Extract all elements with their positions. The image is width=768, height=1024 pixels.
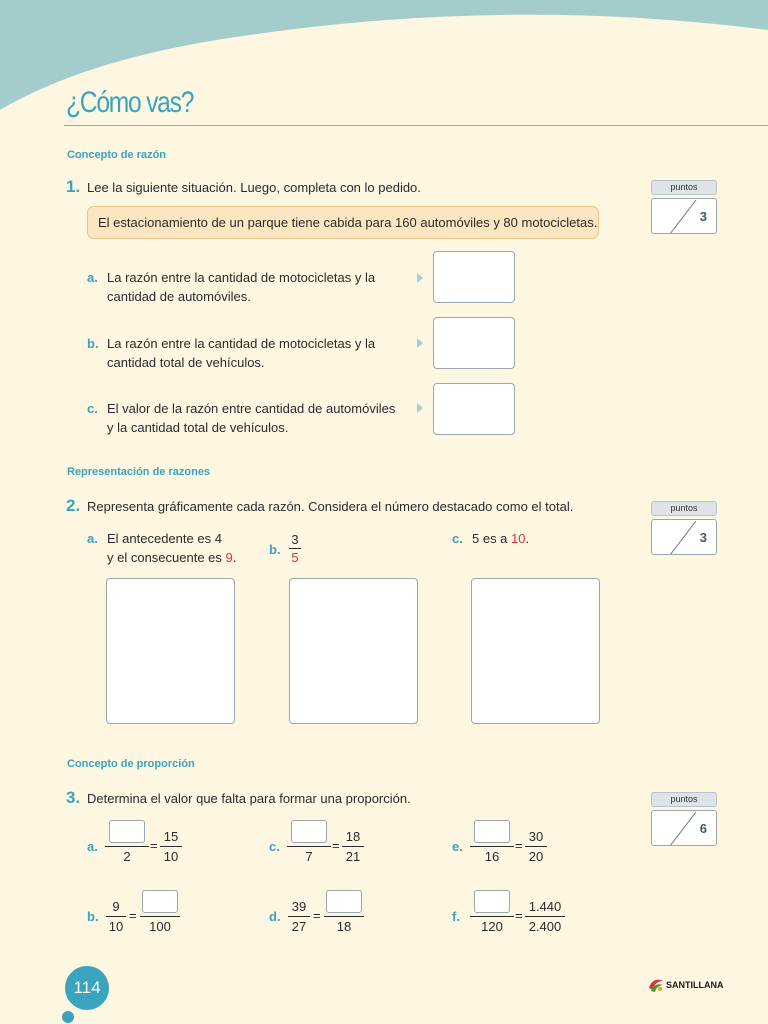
points-box-q3[interactable] [651, 810, 717, 846]
question-1-text: Lee la siguiente situación. Luego, completa con lo pedido. [87, 180, 421, 195]
fraction-bar [105, 846, 149, 847]
page-dot-decoration [62, 1011, 74, 1023]
item-3d-den1: 27 [291, 919, 307, 934]
item-2b-letter: b. [269, 542, 281, 557]
item-2c-text-pre: 5 es a [472, 531, 512, 546]
points-value-q1: 3 [699, 209, 707, 224]
item-3f-letter: f. [452, 909, 460, 924]
equals-sign: = [313, 908, 321, 923]
brand-logo [648, 978, 724, 992]
drawing-box-2a[interactable] [106, 578, 235, 724]
arrow-right-icon [417, 403, 423, 413]
question-2-text: Representa gráficamente cada razón. Considera el número destacado como el total. [87, 499, 574, 514]
fraction-bar [525, 916, 565, 917]
fraction-bar [106, 916, 126, 917]
fraction-bar [287, 846, 331, 847]
item-1b-line1: La razón entre la cantidad de motocicletas y la [107, 336, 376, 351]
item-3b-num1: 9 [112, 899, 120, 914]
equals-sign: = [129, 908, 137, 923]
item-2c-letter: c. [452, 531, 463, 546]
arrow-right-icon [417, 338, 423, 348]
item-1b-letter: b. [87, 336, 99, 351]
question-3-text: Determina el valor que falta para formar una proporción. [87, 791, 411, 806]
item-2a-period: . [232, 550, 237, 565]
fraction-bar [324, 916, 364, 917]
item-2c-text [472, 529, 529, 548]
fraction-bar [470, 846, 514, 847]
item-2c-period: . [525, 531, 530, 546]
item-1c-line2: y la cantidad total de vehículos. [107, 420, 289, 435]
equals-sign: = [150, 838, 158, 853]
points-box-q1[interactable] [651, 198, 717, 234]
item-1c-letter: c. [87, 401, 98, 416]
item-2c-highlight: 10 [511, 531, 526, 546]
item-3b-den1: 10 [108, 919, 124, 934]
item-3e-num2: 30 [528, 829, 544, 844]
item-3f-den2: 2.400 [528, 919, 562, 934]
missing-value-box-3e[interactable] [474, 820, 510, 843]
santillana-logo-icon [648, 978, 664, 992]
missing-value-box-3d[interactable] [326, 890, 362, 913]
item-2a-letter: a. [87, 531, 98, 546]
item-3a-den2: 10 [163, 849, 179, 864]
item-1b-text [107, 334, 375, 372]
question-1-number: 1. [66, 177, 81, 196]
item-3f-den1: 120 [481, 919, 503, 934]
arrow-right-icon [417, 273, 423, 283]
item-3c-num2: 18 [345, 829, 361, 844]
points-box-q2[interactable] [651, 519, 717, 555]
item-1c-text [107, 399, 395, 437]
item-2a-line2 [107, 548, 236, 567]
answer-box-1a[interactable] [433, 251, 515, 303]
item-3d-num1: 39 [291, 899, 307, 914]
points-slash [652, 199, 717, 234]
fraction-bar [470, 916, 514, 917]
item-2a-text [107, 529, 236, 567]
points-label-q3: puntos [651, 792, 717, 807]
page-title: ¿Cómo vas? [66, 86, 194, 119]
missing-value-box-3c[interactable] [291, 820, 327, 843]
item-3d-den2: 18 [336, 919, 352, 934]
equals-sign: = [515, 908, 523, 923]
points-slash [652, 520, 717, 555]
fraction-bar [140, 916, 180, 917]
item-3e-den1: 16 [484, 849, 500, 864]
item-3a-den1: 2 [123, 849, 131, 864]
item-3b-letter: b. [87, 909, 99, 924]
points-slash [652, 811, 717, 846]
item-3a-letter: a. [87, 839, 98, 854]
brand-name: SANTILLANA [666, 980, 724, 990]
item-3c-letter: c. [269, 839, 280, 854]
item-3e-den2: 20 [528, 849, 544, 864]
item-1a-line1: La razón entre la cantidad de motocicletas y la [107, 270, 376, 285]
item-1a-line2: cantidad de automóviles. [107, 289, 251, 304]
title-divider [64, 125, 768, 126]
item-3d-letter: d. [269, 909, 281, 924]
points-value-q3: 6 [699, 821, 707, 836]
fraction-bar [288, 916, 310, 917]
points-value-q2: 3 [699, 530, 707, 545]
section-heading-razon: Concepto de razón [67, 149, 167, 161]
fraction-bar [525, 846, 547, 847]
drawing-box-2b[interactable] [289, 578, 418, 724]
item-1a-letter: a. [87, 270, 98, 285]
missing-value-box-3a[interactable] [109, 820, 145, 843]
item-1a-text [107, 268, 375, 306]
item-2a-line1: El antecedente es 4 [107, 531, 222, 546]
section-heading-proporcion: Concepto de proporción [67, 758, 195, 770]
item-2b-denominator: 5 [291, 550, 299, 565]
item-1c-line1: El valor de la razón entre cantidad de automóviles [107, 401, 396, 416]
points-label-q1: puntos [651, 180, 717, 195]
item-3c-den2: 21 [345, 849, 361, 864]
missing-value-box-3b[interactable] [142, 890, 178, 913]
missing-value-box-3f[interactable] [474, 890, 510, 913]
item-3a-num2: 15 [163, 829, 179, 844]
item-2b-fraction [289, 532, 301, 565]
fraction-bar [289, 548, 301, 549]
question-3-number: 3. [66, 788, 81, 807]
item-3c-den1: 7 [305, 849, 313, 864]
fraction-bar [342, 846, 364, 847]
section-heading-representacion: Representación de razones [67, 466, 211, 478]
points-label-q2: puntos [651, 501, 717, 516]
equals-sign: = [332, 838, 340, 853]
item-3b-den2: 100 [149, 919, 171, 934]
question-2-number: 2. [66, 496, 81, 515]
item-2b-numerator: 3 [291, 532, 299, 547]
fraction-bar [160, 846, 182, 847]
page-number: 114 [65, 966, 109, 1010]
drawing-box-2c[interactable] [471, 578, 600, 724]
item-2a-line2-text: y el consecuente es [107, 550, 226, 565]
item-1b-line2: cantidad total de vehículos. [107, 355, 265, 370]
answer-box-1c[interactable] [433, 383, 515, 435]
answer-box-1b[interactable] [433, 317, 515, 369]
item-3e-letter: e. [452, 839, 463, 854]
item-2a-highlight: 9 [225, 550, 233, 565]
equals-sign: = [515, 838, 523, 853]
situation-note: El estacionamiento de un parque tiene cabida para 160 automóviles y 80 motocicletas. [87, 206, 599, 239]
item-3f-num2: 1.440 [528, 899, 562, 914]
